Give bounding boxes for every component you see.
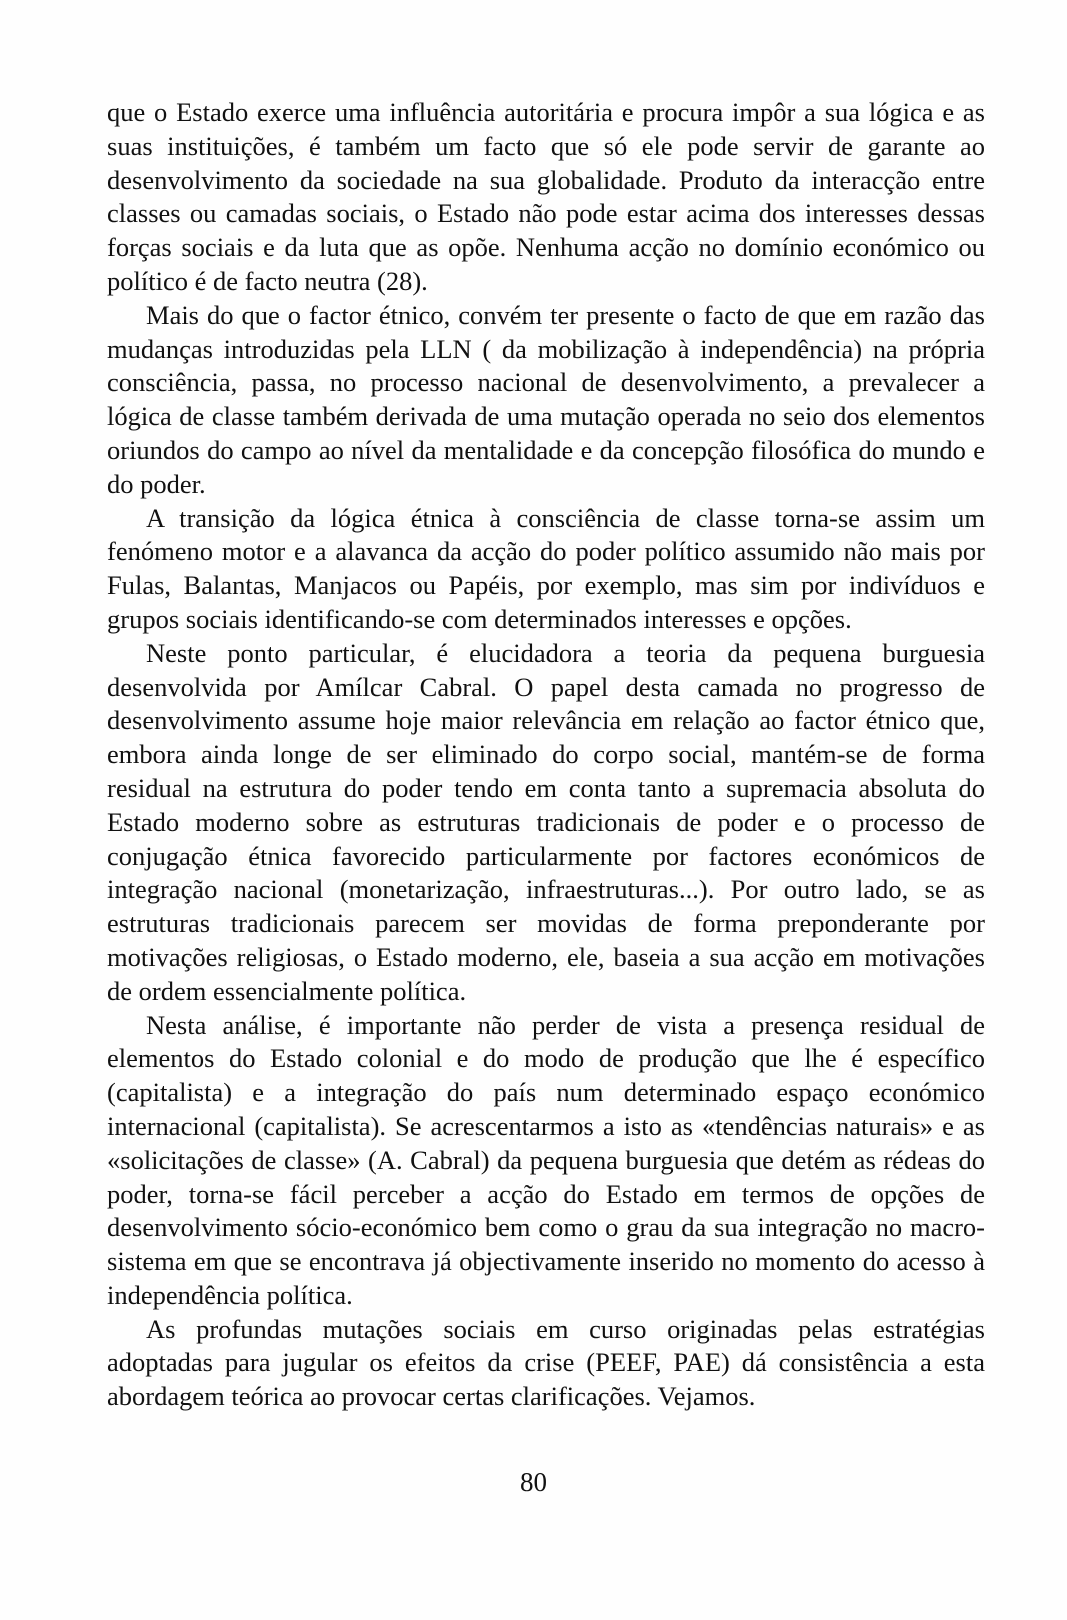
paragraph-1: que o Estado exerce uma influência autoritária e procura impôr a sua lógica e as suas instituições, é também um facto que só ele pode servir de garante ao desenvolvimento da sociedade na sua globalidade. Produto da interacção entre classes ou camadas sociais, o Estado não pode estar acima dos interesses dessas forças sociais e da luta que as opõe. Nenhuma acção no domínio económico ou político é de facto neutra (28). [107, 97, 985, 296]
paragraph-2: Mais do que o factor étnico, convém ter presente o facto de que em razão das mudanças introduzidas pela LLN ( da mobilização à independência) na própria consciência, passa, no processo nacional de desenvolvimento, a prevalecer a lógica de classe também derivada de uma mutação operada no seio dos elementos oriundos do campo ao nível da mentalidade e da concepção filosófica do mundo e do poder. [107, 299, 985, 499]
paragraph-6: As profundas mutações sociais em curso originadas pelas estratégias adoptadas para jugular os efeitos da crise (PEEF, PAE) dá consistência a esta abordagem teórica ao provocar certas clarificações. Vejamos. [107, 1313, 985, 1412]
body-text [107, 96, 985, 1414]
paragraph-4: Neste ponto particular, é elucidadora a teoria da pequena burguesia desenvolvida por Amílcar Cabral. O papel desta camada no progresso de desenvolvimento assume hoje maior relevância em relação ao factor étnico que, embora ainda longe de ser eliminado do corpo social, mantém-se de forma residual na estrutura do poder tendo em conta tanto a supremacia absoluta do Estado moderno sobre as estruturas tradicionais de poder e o processo de conjugação étnica favorecido particularmente por factores económicos de integração nacional (monetarização, infraestruturas...). Por outro lado, se as estruturas tradicionais parecem ser movidas de forma preponderante por motivações religiosas, o Estado moderno, ele, baseia a sua acção em motivações de ordem essencialmente política. [107, 637, 985, 1006]
paragraph-3: A transição da lógica étnica à consciência de classe torna-se assim um fenómeno motor e a alavanca da acção do poder político assumido não mais por Fulas, Balantas, Manjacos ou Papéis, por exemplo, mas sim por indivíduos e grupos sociais identificando-se com determinados interesses e opções. [107, 502, 985, 634]
paragraph-5: Nesta análise, é importante não perder de vista a presença residual de elementos do Estado colonial e do modo de produção que lhe é específico (capitalista) e a integração do país num determinado espaço económico internacional (capitalista). Se acrescentarmos a isto as «tendências naturais» e as «solicitações de classe» (A. Cabral) da pequena burguesia que detém as rédeas do poder, torna-se fácil perceber a acção do Estado em termos de opções de desenvolvimento sócio-económico bem como o grau da sua integração no macro-sistema em que se encontrava já objectivamente inserido no momento do acesso à independência política. [107, 1009, 985, 1310]
page-number: 80 [520, 1467, 547, 1497]
